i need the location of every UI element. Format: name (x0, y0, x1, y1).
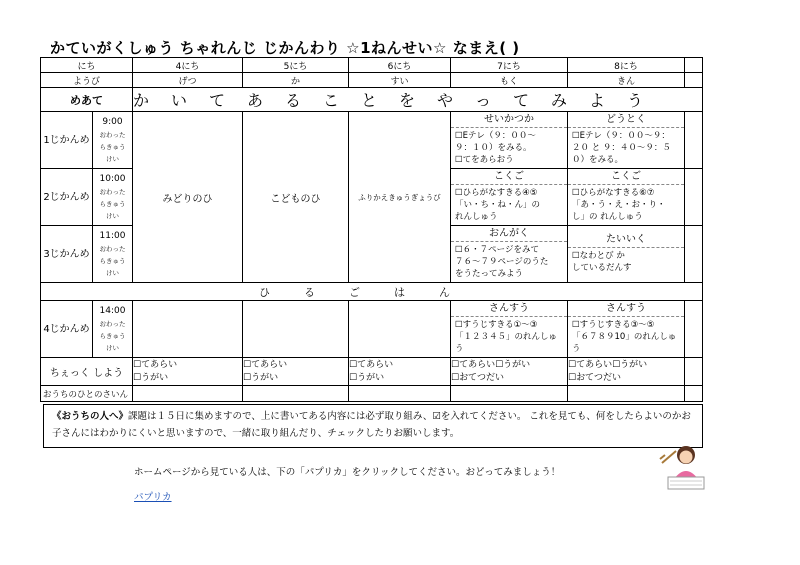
checkbox-handwash-gargle[interactable]: ☐てあらい☐うがい (568, 359, 648, 370)
time-note: おわった (99, 245, 126, 253)
sign-cell-thu[interactable] (451, 386, 568, 402)
lesson-line: ０）をみる。 (572, 155, 624, 165)
lesson-fri-4 (568, 301, 685, 358)
lesson-line: ９：１０）をみる。 (455, 143, 532, 153)
check-thu[interactable] (451, 358, 568, 386)
checkbox-chores[interactable]: ☐おてつだい (451, 372, 504, 383)
time-cell (93, 169, 133, 226)
check-label: ちぇっく しよう (41, 358, 133, 386)
spacer-cell (685, 169, 703, 226)
time-note: おわった (99, 320, 126, 328)
period-label: 3じかんめ (41, 226, 93, 283)
note-text: 課題は１５日に集めますので、上に書いてある内容には必ず取り組み、☑を入れてください。 これを見ても、何をしたらよいのかお子さんにはわかりにくいと思いますので、一緒に取り組んだり、チェックしたりお願いします。 (52, 411, 691, 439)
lesson-line: 「６７８９10」のれんしゅう (572, 332, 677, 354)
period-time: 14:00 (99, 306, 126, 316)
subject-title: たいいく (568, 232, 684, 248)
homepage-instruction: ホームページから見ている人は、下の「パプリカ」をクリックしてください。おどってみましょう！ (134, 467, 561, 478)
lunch-row (41, 283, 703, 301)
period-time: 11:00 (99, 231, 126, 241)
time-note: けい (106, 269, 119, 277)
spacer-cell (685, 301, 703, 358)
lesson-thu-1 (451, 112, 568, 169)
lesson-line: ☐Eテレ（９：００〜 (455, 131, 536, 141)
date-label: にち (41, 58, 133, 73)
spacer-cell (685, 226, 703, 283)
time-note: けい (106, 155, 119, 163)
sign-cell-tue[interactable] (243, 386, 349, 402)
lesson-fri-1 (568, 112, 685, 169)
time-note: けい (106, 344, 119, 352)
period-label: 4じかんめ (41, 301, 93, 358)
lesson-line: 「い・ち・ね・ん」の (455, 200, 541, 210)
period-label: 1じかんめ (41, 112, 93, 169)
spacer-cell (685, 386, 703, 402)
parent-note (43, 404, 703, 448)
date-tue: 5にち (243, 58, 349, 73)
lesson-line: し」の れんしゅう (572, 212, 643, 222)
lesson-line: れんしゅう (455, 212, 498, 222)
time-note: おわった (99, 131, 126, 139)
lesson-line: ☐ひらがなすきる④⑤ (455, 188, 538, 198)
check-wed[interactable] (349, 358, 451, 386)
lesson-line: しているだんす (572, 263, 632, 273)
holiday-tue: こどものひ (243, 112, 349, 283)
note-heading: 《おうちの人へ》 (52, 411, 129, 422)
parent-sign-row (41, 386, 703, 402)
date-mon: 4にち (133, 58, 243, 73)
weekday-fri: きん (568, 73, 685, 88)
time-cell (93, 112, 133, 169)
lesson-line: ☐てをあらおう (455, 155, 514, 165)
subject-title: こくご (568, 169, 684, 185)
subject-title: さんすう (451, 301, 567, 317)
check-mon[interactable] (133, 358, 243, 386)
spacer-cell (685, 112, 703, 169)
check-tue[interactable] (243, 358, 349, 386)
sign-cell-wed[interactable] (349, 386, 451, 402)
time-note: らきゅう (99, 257, 126, 265)
checkbox-gargle[interactable]: ☐うがい (349, 372, 385, 383)
lesson-line: をうたってみよう (455, 269, 524, 279)
lesson-line: ☐なわとび か (572, 251, 625, 261)
paprika-link[interactable]: パプリカ (134, 492, 172, 503)
time-note: らきゅう (99, 143, 126, 151)
girl-illustration-icon (656, 441, 710, 491)
lesson-line: ７６〜７９ページのうた (455, 257, 549, 267)
time-note: らきゅう (99, 332, 126, 340)
checkbox-handwash[interactable]: ☐てあらい (133, 359, 178, 370)
goal-text: かいてあることをやってみよう (133, 88, 703, 112)
lesson-fri-3 (568, 226, 685, 283)
date-row (41, 58, 703, 73)
lesson-thu-3 (451, 226, 568, 283)
goal-row (41, 88, 703, 112)
lesson-line: ☐ひらがなすきる⑥⑦ (572, 188, 655, 198)
lesson-line: 「あ・う・え・お・り・ (572, 200, 666, 210)
spacer-cell (685, 73, 703, 88)
date-fri: 8にち (568, 58, 685, 73)
lunch-label: ひるごはん (41, 283, 703, 301)
sign-cell-fri[interactable] (568, 386, 685, 402)
period-row-1 (41, 112, 703, 169)
weekday-tue: か (243, 73, 349, 88)
lesson-line: 「１２３４５」のれんしゅう (455, 332, 558, 354)
empty-cell (243, 301, 349, 358)
lesson-line: ☐すうじすきる①〜③ (455, 320, 538, 330)
page-title: かていがくしゅう ちゃれんじ じかんわり ☆1ねんせい☆ なまえ( ) (50, 39, 520, 57)
weekday-wed: すい (349, 73, 451, 88)
checkbox-handwash-gargle[interactable]: ☐てあらい☐うがい (451, 359, 531, 370)
date-thu: 7にち (451, 58, 568, 73)
parent-sign-label: おうちのひとのさいん (41, 386, 133, 402)
schedule-table (40, 57, 703, 402)
weekday-mon: げつ (133, 73, 243, 88)
lesson-line: ☐Eテレ（９：００〜９： (572, 131, 670, 141)
lesson-line: ☐６・７ページをみて (455, 245, 539, 255)
check-row (41, 358, 703, 386)
time-note: けい (106, 212, 119, 220)
holiday-wed: ふりかえきゅうぎょうび (349, 112, 451, 283)
lesson-line: ２０ と ９：４０〜９：５ (572, 143, 671, 153)
weekday-row (41, 73, 703, 88)
subject-title: さんすう (568, 301, 684, 317)
date-wed: 6にち (349, 58, 451, 73)
period-label: 2じかんめ (41, 169, 93, 226)
sign-cell-mon[interactable] (133, 386, 243, 402)
subject-title: こくご (451, 169, 567, 185)
period-row-4 (41, 301, 703, 358)
empty-cell (133, 301, 243, 358)
subject-title: おんがく (451, 226, 567, 242)
checkbox-gargle[interactable]: ☐うがい (133, 372, 169, 383)
period-time: 9:00 (102, 117, 123, 127)
check-fri[interactable] (568, 358, 685, 386)
lesson-line: ☐すうじすきる③〜⑤ (572, 320, 655, 330)
goal-label: めあて (41, 88, 133, 112)
weekday-thu: もく (451, 73, 568, 88)
spacer-cell (685, 358, 703, 386)
weekday-label: ようび (41, 73, 133, 88)
lesson-thu-4 (451, 301, 568, 358)
holiday-mon: みどりのひ (133, 112, 243, 283)
lesson-thu-2 (451, 169, 568, 226)
time-note: らきゅう (99, 200, 126, 208)
checkbox-chores[interactable]: ☐おてつだい (568, 372, 621, 383)
checkbox-handwash[interactable]: ☐てあらい (243, 359, 288, 370)
time-cell (93, 301, 133, 358)
subject-title: どうとく (568, 112, 684, 128)
checkbox-gargle[interactable]: ☐うがい (243, 372, 279, 383)
time-cell (93, 226, 133, 283)
empty-cell (349, 301, 451, 358)
lesson-fri-2 (568, 169, 685, 226)
period-time: 10:00 (99, 174, 126, 184)
time-note: おわった (99, 188, 126, 196)
subject-title: せいかつか (451, 112, 567, 128)
spacer-cell (685, 58, 703, 73)
checkbox-handwash[interactable]: ☐てあらい (349, 359, 394, 370)
